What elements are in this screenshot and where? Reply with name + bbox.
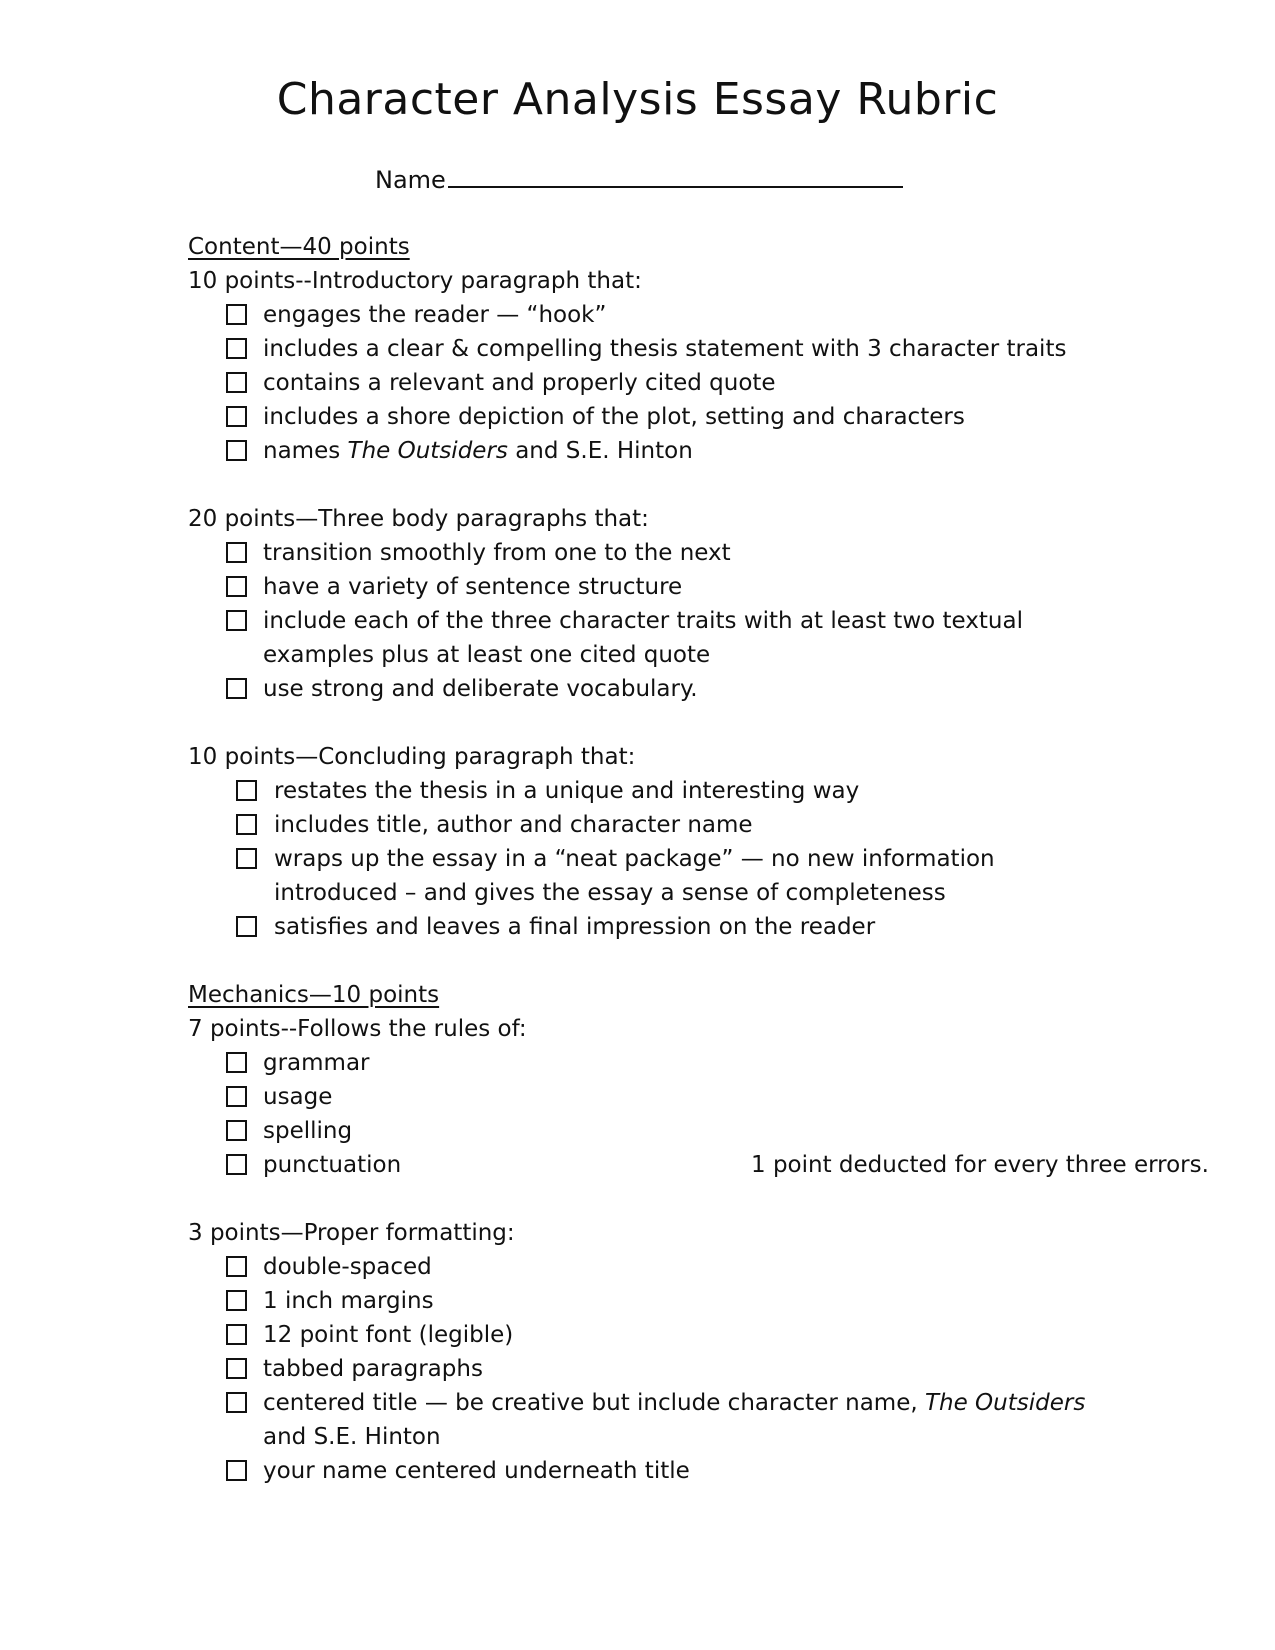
list-item [188,842,1088,910]
checkbox[interactable] [226,1290,247,1311]
list-item [188,1080,1088,1114]
list-item [188,366,1088,400]
list-item [188,774,1088,808]
mechanics-section-heading: Mechanics—10 points [188,982,440,1008]
checkbox[interactable] [226,338,247,359]
list-item [188,808,1088,842]
item-text: 12 point font (legible) [263,1322,514,1348]
list-item [188,1318,1088,1352]
list-item [188,604,1088,672]
deduction-note: 1 point deducted for every three errors. [751,1152,1209,1178]
checkbox[interactable] [226,576,247,597]
checkbox[interactable] [226,406,247,427]
conclusion-heading: 10 points—Concluding paragraph that: [188,744,636,770]
list-item [188,332,1088,366]
list-item [188,910,1088,944]
content-section-heading: Content—40 points [188,234,410,260]
name-field [375,162,903,196]
item-text: satisfies and leaves a final impression on the reader [274,914,876,940]
rubric-body [188,230,1209,1488]
item-text: grammar [263,1050,370,1076]
item-text: transition smoothly from one to the next [263,540,731,566]
checkbox[interactable] [236,848,257,869]
checkbox[interactable] [226,1358,247,1379]
item-text: includes title, author and character name [274,812,753,838]
body-checklist [188,536,1088,706]
list-item [188,1386,1088,1454]
item-text: double-spaced [263,1254,432,1280]
intro-checklist [188,298,1088,468]
checkbox[interactable] [226,1460,247,1481]
item-text: punctuation [263,1152,402,1178]
conclusion-checklist [188,774,1088,944]
name-blank-line[interactable] [448,162,903,188]
list-item [188,1352,1088,1386]
book-title: The Outsiders [347,438,508,464]
name-label: Name [375,166,446,194]
list-item [188,1454,1088,1488]
body-heading: 20 points—Three body paragraphs that: [188,506,649,532]
checkbox[interactable] [226,1086,247,1107]
item-text: wraps up the essay in a “neat package” — no new information introduced – and gives the essay a sense of completeness [274,846,995,906]
item-text: and S.E. Hinton [263,1424,441,1450]
checkbox[interactable] [236,780,257,801]
page-title: Character Analysis Essay Rubric [276,74,999,125]
checkbox[interactable] [226,1324,247,1345]
list-item [188,1114,1088,1148]
checkbox[interactable] [236,916,257,937]
checkbox[interactable] [226,304,247,325]
checkbox[interactable] [226,1256,247,1277]
book-title: The Outsiders [924,1390,1086,1416]
item-text: names [263,438,348,464]
list-item [188,1148,1209,1182]
formatting-heading: 3 points—Proper formatting: [188,1220,515,1246]
checkbox[interactable] [226,1120,247,1141]
checkbox[interactable] [226,1392,247,1413]
item-text: usage [263,1084,333,1110]
item-text: engages the reader — “hook” [263,302,607,328]
intro-heading: 10 points--Introductory paragraph that: [188,268,642,294]
checkbox[interactable] [226,1052,247,1073]
item-text: includes a shore depiction of the plot, setting and characters [263,404,965,430]
item-text: have a variety of sentence structure [263,574,683,600]
item-text: 1 inch margins [263,1288,434,1314]
list-item [188,1046,1088,1080]
checkbox[interactable] [226,440,247,461]
list-item [188,570,1088,604]
rules-heading: 7 points--Follows the rules of: [188,1016,527,1042]
checkbox[interactable] [226,372,247,393]
list-item [188,1284,1088,1318]
item-text: includes a clear & compelling thesis statement with 3 character traits [263,336,1067,362]
checkbox[interactable] [236,814,257,835]
list-item [188,298,1088,332]
list-item [188,434,1088,468]
item-text: include each of the three character traits with at least two textual examples plus at least one cited quote [263,608,1023,668]
item-text: centered title — be creative but include character name, [263,1390,925,1416]
item-text: contains a relevant and properly cited quote [263,370,776,396]
checkbox[interactable] [226,542,247,563]
checkbox[interactable] [226,1154,247,1175]
item-text: spelling [263,1118,353,1144]
formatting-checklist [188,1250,1088,1488]
list-item [188,400,1088,434]
item-text: tabbed paragraphs [263,1356,483,1382]
list-item [188,672,1088,706]
rules-checklist [188,1046,1209,1182]
item-text: and S.E. Hinton [507,438,693,464]
checkbox[interactable] [226,610,247,631]
item-text: your name centered underneath title [263,1458,690,1484]
list-item [188,1250,1088,1284]
checkbox[interactable] [226,678,247,699]
item-text: use strong and deliberate vocabulary. [263,676,698,702]
list-item [188,536,1088,570]
item-text: restates the thesis in a unique and interesting way [274,778,860,804]
